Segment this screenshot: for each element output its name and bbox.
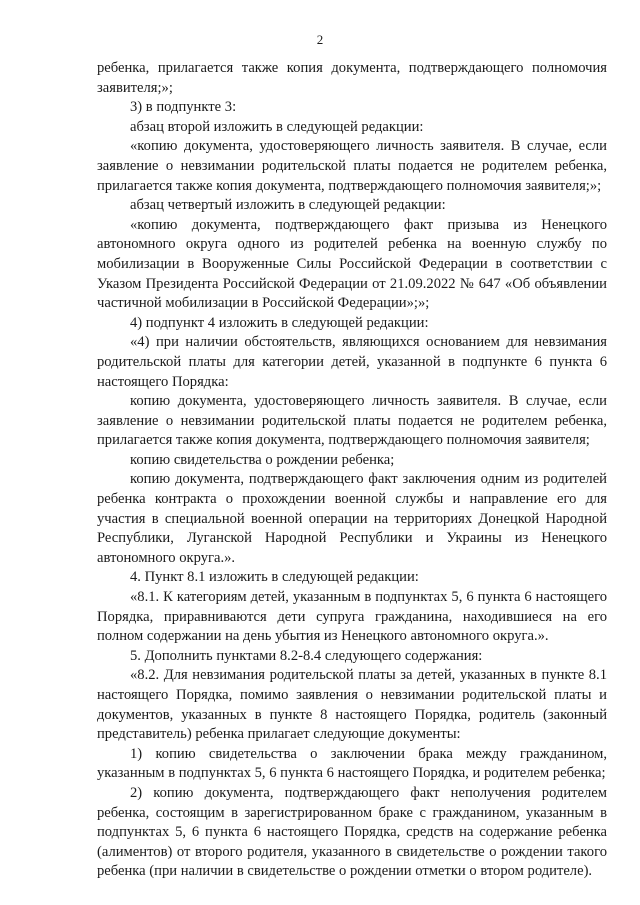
- paragraph: 3) в подпункте 3:: [130, 99, 237, 116]
- paragraph: ребенка, прилагается также копия документа, подтверждающего полномочия заявителя;»;: [97, 60, 607, 96]
- paragraph: копию документа, подтверждающего факт заключения одним из родителей ребенка контракта о прохождении военной службы и направление его для участия в специальной военной операции на территориях Донецкой Народной Республики, Луганской Народной Республики и Украины из Ненецкого автономного округа.».: [97, 471, 607, 566]
- paragraph: «копию документа, удостоверяющего личность заявителя. В случае, если заявление о невзимании родительской платы подается не родителем ребенка, прилагается также копия документа, подтверждающего полномочия заявителя;»;: [97, 138, 607, 194]
- paragraph: копию свидетельства о рождении ребенка;: [130, 451, 395, 468]
- paragraph: копию документа, удостоверяющего личность заявителя. В случае, если заявление о невзимании родительской платы подается не родителем ребенка, прилагается также копия документа, подтверждающего полномочия заявителя;: [97, 393, 607, 449]
- paragraph: «4) при наличии обстоятельств, являющихся основанием для невзимания родительской платы для категории детей, указанной в подпункте 6 пункта 6 настоящего Порядка:: [97, 334, 607, 390]
- paragraph: 4) подпункт 4 изложить в следующей редакции:: [130, 314, 429, 331]
- paragraph: «копию документа, подтверждающего факт призыва из Ненецкого автономного округа одного из родителей ребенка на военную службу по мобилизации в Вооруженные Силы Российской Федерации в соответствии с Указом Президента Российской Федерации от 21.09.2022 № 647 «Об объявлении частичной мобилизации в Российской Федерации»;»;: [97, 216, 607, 312]
- paragraph: абзац второй изложить в следующей редакции:: [130, 118, 424, 135]
- paragraph: «8.1. К категориям детей, указанным в подпунктах 5, 6 пункта 6 настоящего Порядка, приравниваются дети супруга гражданина, находившиеся на его полном содержании на день убытия из Ненецкого автономного округа.».: [97, 589, 607, 645]
- paragraph: «8.2. Для невзимания родительской платы за детей, указанных в пункте 8.1 настоящего Порядка, помимо заявления о невзимании родительской платы и документов, указанных в пункте 8 настоящего Порядка, родитель (законный представитель) ребенка прилагает следующие документы:: [97, 667, 607, 743]
- paragraph: 5. Дополнить пунктами 8.2-8.4 следующего содержания:: [130, 647, 483, 664]
- paragraph: 4. Пункт 8.1 изложить в следующей редакции:: [130, 569, 419, 586]
- page-number: 2: [316, 32, 324, 47]
- paragraph: 1) копию свидетельства о заключении брака между гражданином, указанным в подпунктах 5, 6 пункта 6 настоящего Порядка, и родителем ребенка;: [97, 745, 607, 782]
- paragraph: абзац четвертый изложить в следующей редакции:: [130, 197, 446, 214]
- paragraph: 2) копию документа, подтверждающего факт неполучения родителем ребенка, состоящим в зарегистрированном браке с гражданином, указанным в подпунктах 5, 6 пункта 6 настоящего Порядка, средств на содержание ребенка (алиментов) от второго родителя, указанного в свидетельстве о рождении такого ребенка (при наличии в свидетельстве о рождении отметки о втором родителе).: [97, 784, 607, 880]
- document-body: [97, 59, 607, 882]
